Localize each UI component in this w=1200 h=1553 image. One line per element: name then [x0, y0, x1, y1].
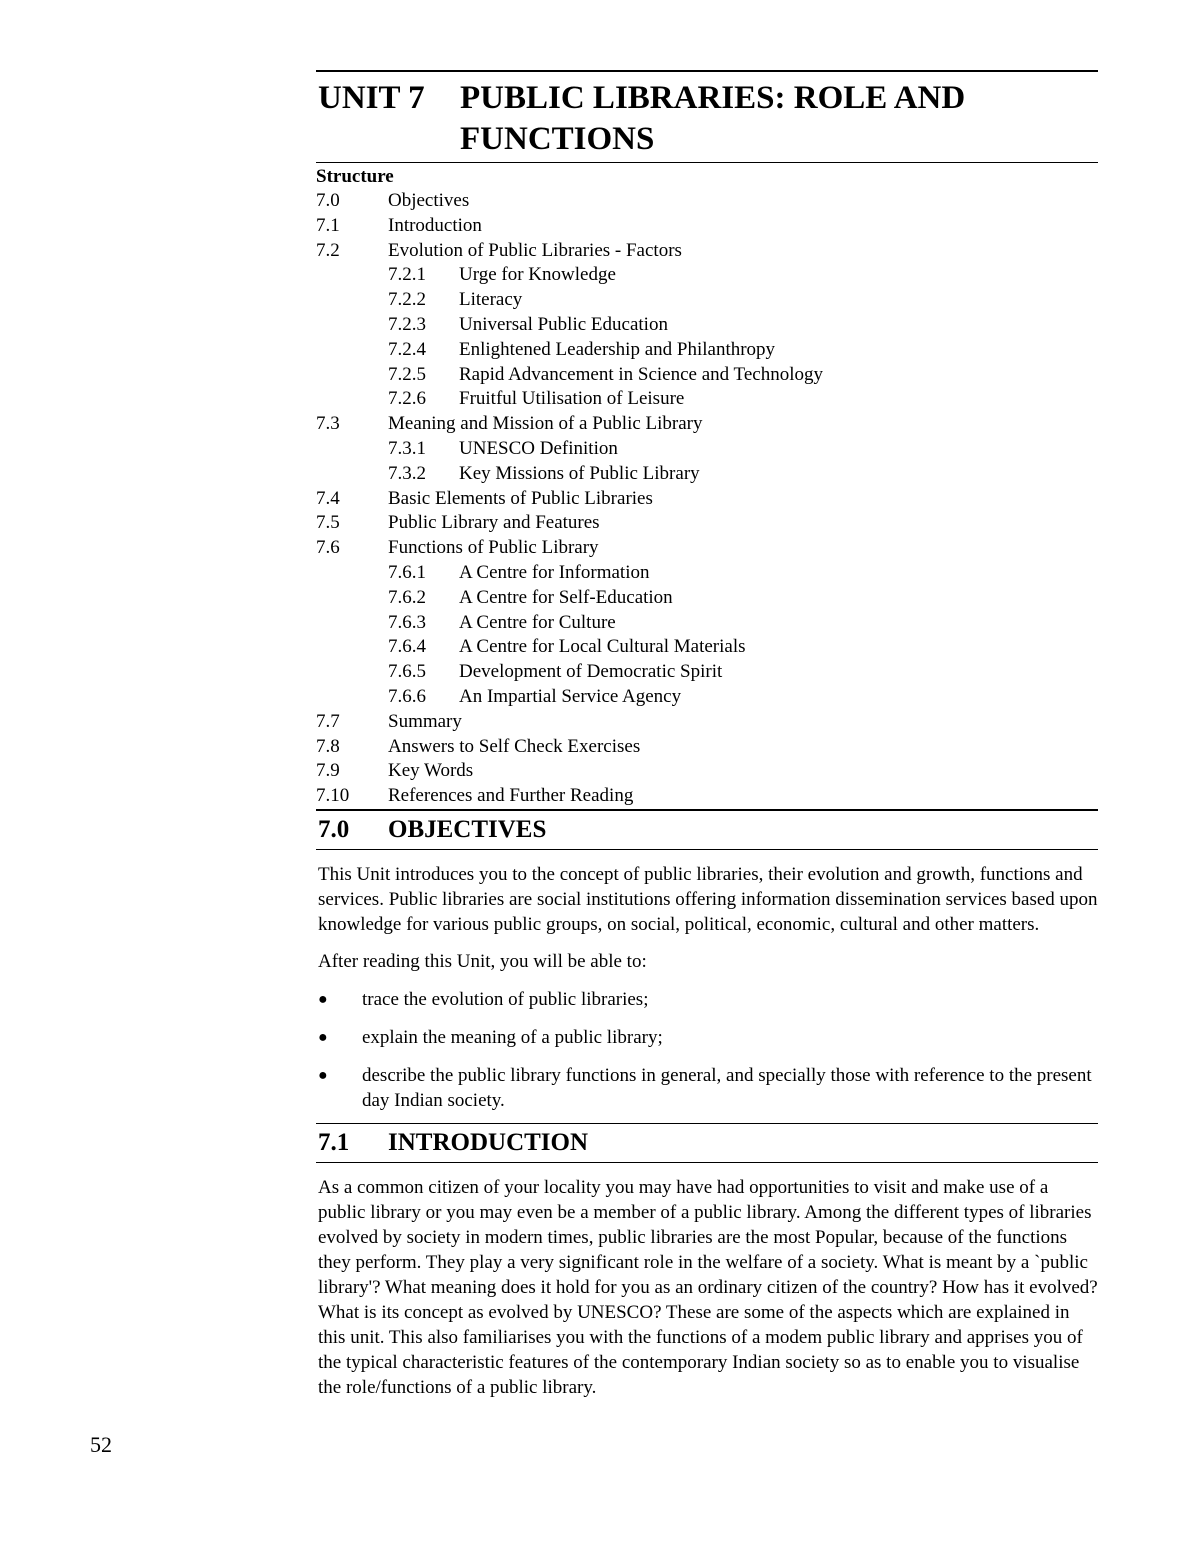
structure-item-number: 7.3 [316, 413, 340, 435]
structure-item-label: Development of Democratic Spirit [459, 661, 723, 683]
structure-item-label: Key Words [388, 760, 474, 782]
objectives-bullet-list [316, 987, 1098, 1113]
structure-item [316, 586, 1098, 611]
objectives-top-rule [316, 809, 1098, 811]
objective-bullet-item [316, 1025, 1098, 1050]
structure-item-label: Rapid Advancement in Science and Technology [459, 363, 823, 385]
structure-item-number: 7.2.5 [388, 363, 426, 385]
structure-item-label: A Centre for Local Cultural Materials [459, 636, 746, 658]
structure-item-label: Evolution of Public Libraries - Factors [388, 239, 682, 261]
objective-bullet-text: trace the evolution of public libraries; [362, 988, 649, 1010]
structure-item-number: 7.6.4 [388, 636, 426, 658]
structure-item [316, 735, 1098, 760]
unit-number: UNIT 7 [318, 80, 425, 116]
bullet-icon: ● [318, 1066, 328, 1084]
structure-item-number: 7.2.1 [388, 264, 426, 286]
structure-item-number: 7.6.1 [388, 561, 426, 583]
introduction-paragraph: As a common citizen of your locality you may have had opportunities to visit and make use of a public library or you may even be a member of a public library. Among the different types of libraries evolved by society in modern times, public libraries are the most Popular, because of the functions they perform. They play a very significant role in the welfare of a society. What is meant by a `public library'? What meaning does it hold for you as an ordinary citizen of the country? How has it evolved? What is its concept as evolved by UNESCO? These are some of the aspects which are explained in this unit. This also familiarises you with the functions of a modem public library and apprises you of the typical characteristic features of the contemporary Indian society so as to enable you to visualise the role/functions of a public library. [318, 1176, 1098, 1398]
structure-item-number: 7.1 [316, 214, 340, 236]
structure-item [316, 263, 1098, 288]
structure-item-number: 7.2.3 [388, 313, 426, 335]
structure-item [316, 437, 1098, 462]
structure-item [316, 313, 1098, 338]
structure-item-label: A Centre for Self-Education [459, 586, 673, 608]
structure-item-number: 7.3.1 [388, 437, 426, 459]
structure-item-number: 7.5 [316, 512, 340, 534]
structure-item-label: Public Library and Features [388, 512, 600, 534]
unit-title-text: PUBLIC LIBRARIES: ROLE AND FUNCTIONS [460, 80, 966, 157]
structure-item-number: 7.2.4 [388, 338, 426, 360]
structure-item-number: 7.8 [316, 735, 340, 757]
introduction-bottom-rule [316, 1162, 1098, 1163]
structure-item-label: A Centre for Culture [459, 611, 616, 633]
structure-item-label: Meaning and Mission of a Public Library [388, 413, 703, 435]
structure-item-label: Literacy [459, 289, 523, 311]
structure-item-label: Answers to Self Check Exercises [388, 735, 641, 757]
objectives-section-title: OBJECTIVES [388, 815, 547, 843]
bullet-icon: ● [318, 990, 328, 1008]
structure-item-label: Objectives [388, 190, 470, 211]
title-rule [316, 162, 1098, 163]
objectives-paragraph: This Unit introduces you to the concept of public libraries, their evolution and growth, functions and services. Public libraries are social institutions offering information dissemination services based upon knowledge for various public groups, on social, political, economic, cultural and other matters. [318, 863, 1098, 935]
structure-item-label: Basic Elements of Public Libraries [388, 487, 653, 509]
unit-title [318, 78, 1098, 160]
structure-item-number: 7.7 [316, 710, 340, 732]
objectives-lead-in: After reading this Unit, you will be able to: [318, 950, 647, 972]
structure-item-label: A Centre for Information [459, 561, 650, 583]
structure-item-number: 7.9 [316, 760, 340, 782]
introduction-section-title: INTRODUCTION [388, 1128, 589, 1156]
structure-item [316, 412, 1098, 437]
objective-bullet-item [316, 987, 1098, 1012]
structure-item [316, 611, 1098, 636]
introduction-section-number: 7.1 [318, 1128, 350, 1156]
structure-item [316, 387, 1098, 412]
structure-item [316, 239, 1098, 264]
structure-item-label: UNESCO Definition [459, 437, 618, 459]
structure-item-label: Summary [388, 710, 462, 732]
structure-item [316, 288, 1098, 313]
structure-item-label: Introduction [388, 214, 482, 236]
structure-item [316, 536, 1098, 561]
structure-item-number: 7.2.6 [388, 388, 426, 410]
structure-item [316, 635, 1098, 660]
structure-item-label: Functions of Public Library [388, 537, 599, 559]
structure-item-number: 7.6.2 [388, 586, 426, 608]
objectives-section-number: 7.0 [318, 815, 350, 843]
page-content [316, 70, 1098, 1400]
structure-list [316, 189, 1098, 809]
structure-item [316, 685, 1098, 710]
structure-item-label: Urge for Knowledge [459, 264, 616, 286]
structure-item-number: 7.10 [316, 785, 350, 807]
structure-item [316, 338, 1098, 363]
structure-item-number: 7.6.5 [388, 661, 426, 683]
structure-item [316, 660, 1098, 685]
structure-item-label: Key Missions of Public Library [459, 462, 700, 484]
structure-item-label: An Impartial Service Agency [459, 685, 682, 707]
structure-item [316, 784, 1098, 809]
structure-item [316, 462, 1098, 487]
structure-item-label: Universal Public Education [459, 313, 668, 335]
structure-item-number: 7.2 [316, 239, 340, 261]
structure-item-number: 7.6.6 [388, 685, 426, 707]
page-number: 52 [90, 1432, 112, 1457]
structure-item [316, 561, 1098, 586]
structure-item-label: References and Further Reading [388, 785, 634, 807]
structure-item [316, 710, 1098, 735]
introduction-top-rule [316, 1123, 1098, 1124]
objective-bullet-text: describe the public library functions in general, and specially those with reference to the present day Indian society. [362, 1064, 1092, 1111]
structure-item [316, 189, 1098, 214]
structure-item [316, 487, 1098, 512]
structure-heading: Structure [316, 166, 394, 187]
objective-bullet-item [316, 1063, 1098, 1113]
structure-item-number: 7.0 [316, 190, 340, 211]
top-rule [316, 70, 1098, 72]
structure-item-label: Fruitful Utilisation of Leisure [459, 388, 685, 410]
structure-item-number: 7.3.2 [388, 462, 426, 484]
objective-bullet-text: explain the meaning of a public library; [362, 1026, 663, 1048]
introduction-heading [318, 1126, 1098, 1160]
structure-item [316, 759, 1098, 784]
structure-item [316, 511, 1098, 536]
bullet-icon: ● [318, 1028, 328, 1046]
structure-item-number: 7.6 [316, 537, 340, 559]
structure-item-number: 7.6.3 [388, 611, 426, 633]
structure-item [316, 214, 1098, 239]
structure-item [316, 363, 1098, 388]
structure-item-label: Enlightened Leadership and Philanthropy [459, 338, 776, 360]
objectives-bottom-rule [316, 849, 1098, 850]
structure-item-number: 7.2.2 [388, 289, 426, 311]
objectives-heading [318, 813, 1098, 847]
structure-item-number: 7.4 [316, 487, 340, 509]
